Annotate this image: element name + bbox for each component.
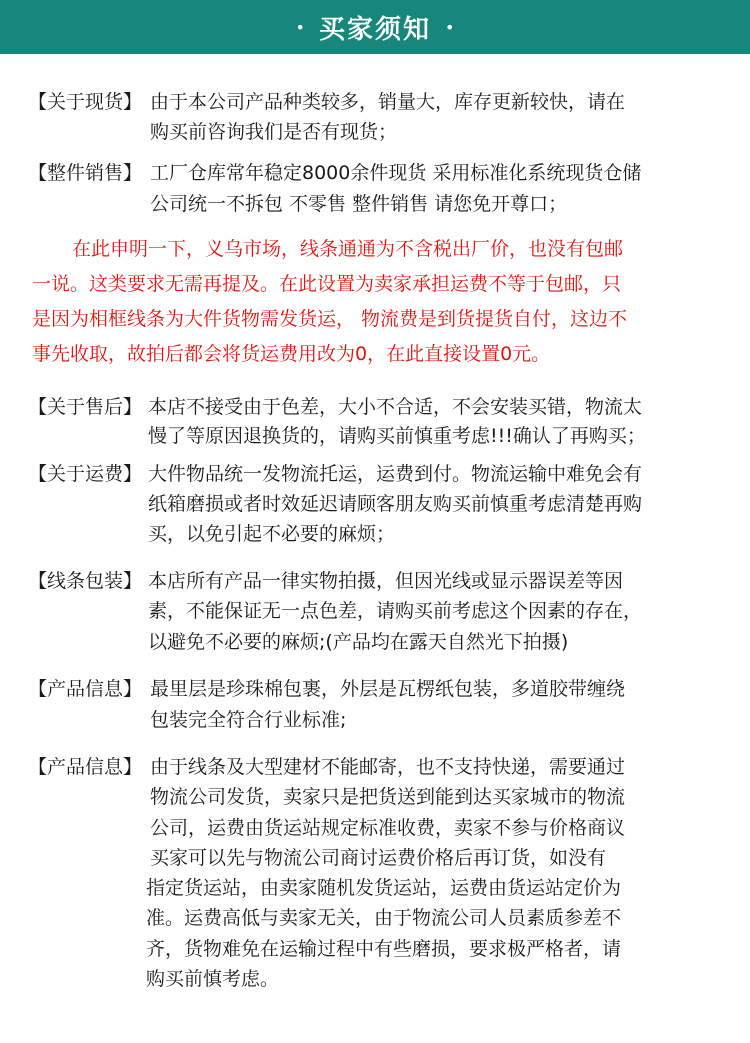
- section-line: 慢了等原因退换货的，请购买前慎重考虑!!!确认了再购买；: [148, 425, 646, 447]
- section-line: 本店所有产品一律实物拍摄，但因光线或显示器误差等因: [148, 570, 624, 592]
- section-line: 大件物品统一发物流托运，运费到付。物流运输中难免会有: [148, 463, 643, 485]
- section-line: 以避免不必要的麻烦;(产品均在露天自然光下拍摄): [148, 631, 569, 653]
- header-dot-right: •: [445, 17, 455, 37]
- section-line: 纸箱磨损或者时效延迟请顾客朋友购买前慎重考虑清楚再购: [148, 493, 643, 515]
- section-line: 物流公司发货，卖家只是把货送到能到达买家城市的物流: [150, 786, 626, 808]
- section-label: 【关于运费】: [28, 463, 143, 485]
- section-line: 素，不能保证无一点色差，请购买前考虑这个因素的存在，: [148, 600, 643, 622]
- section-line: 由于线条及大型建材不能邮寄，也不支持快递，需要通过: [150, 756, 626, 778]
- section-line: 准。运费高低与卖家无关，由于物流公司人员素质参差不: [146, 907, 622, 929]
- header-dot-left: •: [295, 17, 305, 37]
- notice-line: 事先收取，故拍后都会将货运费用改为0，在此直接设置0元。: [32, 343, 551, 365]
- notice-line: 是因为相框线条为大件货物需发货运， 物流费是到货提货自付，这边不: [32, 308, 628, 330]
- section-line: 工厂仓库常年稳定8000余件现货 采用标准化系统现货仓储: [150, 162, 642, 184]
- section-line: 指定货运站，由卖家随机发货运站，运费由货运站定价为: [146, 877, 622, 899]
- section-line: 购买前慎考虑。: [146, 968, 280, 990]
- notice-line: 一说。这类要求无需再提及。在此设置为卖家承担运费不等于包邮，只: [32, 273, 622, 295]
- section-line: 公司，运费由货运站规定标准收费，卖家不参与价格商议: [150, 817, 626, 839]
- header-banner: [0, 0, 750, 54]
- notice-line: 在此申明一下，义乌市场，线条通通为不含税出厂价，也没有包邮: [72, 238, 624, 260]
- section-label: 【产品信息】: [28, 756, 143, 778]
- section-line: 购买前咨询我们是否有现货；: [150, 121, 398, 143]
- section-label: 【产品信息】: [28, 678, 143, 700]
- page-title: 买家须知: [318, 14, 431, 45]
- section-label: 【关于现货】: [28, 91, 143, 113]
- section-line: 由于本公司产品种类较多，销量大，库存更新较快，请在: [150, 91, 626, 113]
- section-line: 本店不接受由于色差，大小不合适，不会安装买错，物流太: [148, 396, 643, 418]
- section-label: 【关于售后】: [28, 396, 143, 418]
- section-line: 包装完全符合行业标准;: [150, 709, 347, 731]
- section-line: 买家可以先与物流公司商讨运费价格后再订货，如没有: [150, 847, 607, 869]
- section-line: 齐，货物难免在运输过程中有些磨损，要求极严格者，请: [146, 938, 622, 960]
- section-line: 买，以免引起不必要的麻烦；: [148, 523, 396, 545]
- section-label: 【整件销售】: [28, 162, 143, 184]
- section-line: 最里层是珍珠棉包裹，外层是瓦楞纸包装，多道胶带缠绕: [150, 678, 626, 700]
- section-label: 【线条包装】: [28, 570, 143, 592]
- section-line: 公司统一不拆包 不零售 整件销售 请您免开尊口；: [150, 193, 568, 215]
